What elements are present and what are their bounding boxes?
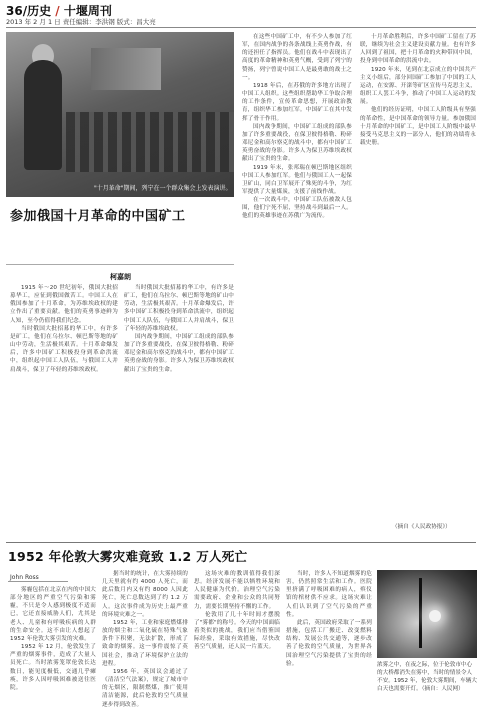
london-fog-photo	[377, 570, 477, 658]
title-separator: /	[55, 4, 60, 18]
photo-speaker	[24, 60, 62, 170]
paragraph: 据当时的统计，在大雾持续的几天里就有约 4000 人死亡，而此后数月内又有约 8000 人因此死亡，死亡总数达到了约 1.2 万人。这次事件成为历史上最严重的环境灾难之一。	[102, 571, 188, 618]
paragraph: 1915 年～20 世纪初年，俄国大批招募华工，应征到俄国做苦工。中国工人在俄国参加了十月革命，为苏维埃政权的建立作出了重要贡献。他们的英勇事迹鲜为人知，至今仍值得我们纪念。	[10, 285, 118, 324]
lenin-speech-photo	[6, 32, 234, 197]
publication-name: 十堰周刊	[63, 4, 112, 18]
header-rule	[6, 27, 476, 28]
photo-lamp-post	[419, 578, 422, 648]
article2-column-2	[102, 570, 188, 708]
paragraph: 伦敦用了几十年时间才摆脱了"雾都"的称号。今天的中国面临着类似的挑战，我们应当借鉴国际经验，采取有效措施，尽快改善空气质量，还人民一片蓝天。	[194, 611, 280, 651]
paragraph: 此后，英国政府采取了一系列措施，包括工厂搬迁、改变燃料结构、发展公共交通等，逐步改善了伦敦的空气质量，为世界各国治理空气污染提供了宝贵的经验。	[286, 619, 372, 667]
paragraph: 这场灾难的教训值得我们深思。经济发展不能以牺牲环境和人民健康为代价。治理空气污染需要政府、企业和公众的共同努力，需要长期坚持不懈的工作。	[194, 571, 280, 610]
paragraph: 他们的经历证明，中国工人阶级具有坚强的革命性，是中国革命的领导力量。参加俄国十月革命的中国矿工，是中国工人阶级中最早接受马克思主义的一部分人，他们的功绩将永载史册。	[360, 107, 476, 147]
article1-column-4	[360, 33, 476, 503]
photo-lamp-light	[429, 610, 441, 622]
section-number: 36/历史	[6, 4, 52, 18]
article2-column-3	[194, 570, 280, 700]
paragraph: 当时俄国大批招募的华工中，有许多是矿工，他们在乌拉尔、顿巴斯等地的矿山中劳动，生活极其艰苦。十月革命爆发后，许多中国矿工积极投身到革命洪流中，组织起中国工人队伍，与俄国工人并肩战斗，保卫了年轻的苏维埃政权。	[124, 285, 234, 332]
paragraph: 1956 年，英国议会通过了《清洁空气法案》，规定了城市中的无烟区，限制燃煤，推广使用清洁能源，此后伦敦的空气质量逐步得到改善。	[102, 668, 188, 708]
article1-source: （摘自《人民政协报》）	[392, 524, 451, 530]
paragraph: 1952 年 12 月，伦敦发生了严重的烟雾事件，造成了大量人员死亡。当时浓雾笼罩伦敦长达数日，能见度极低，交通几乎瘫痪，许多人因呼吸困难被送往医院。	[10, 644, 96, 691]
paragraph: 国内战争期间，中国矿工组成的部队参加了许多重要战役，在保卫彼得格勒、粉碎邓尼金和高尔察克的战斗中，都有中国矿工英勇奋战的身影。许多人为保卫苏维埃政权献出了宝贵的生命。	[124, 333, 234, 373]
article1-column-3	[242, 33, 352, 536]
article2-author: John Ross	[10, 574, 39, 581]
article1-headline: 参加俄国十月革命的中国矿工	[10, 209, 186, 224]
photo-crowd	[66, 112, 234, 172]
paragraph: 1919 年末，张邦瑞在顿巴斯地区组织中国工人参加红军。他们与俄国工人一起保卫矿山，同白卫军展开了殊死的斗争，为红军提供了大量煤炭，支援了前线作战。	[242, 164, 352, 195]
paragraph: 1920 年末，见到在北京成立的中国共产主义小组后，部分回国矿工参加了中国的工人运动，在安源、开滦等矿区宣传马克思主义，组织工人罢工斗争，推动了中国工人运动的发展。	[360, 66, 476, 106]
author-rule	[8, 581, 68, 582]
paragraph: 雾霾包括在北京在内的中国大部分地区的严重空气污染和雾霾，不只是令人感到极度不适而已，它还直接威胁人们，尤其是老人、儿童和有呼吸疾病的人群的生命安全。这不由让人想起了 1952 年伦敦大雾引发的灾难。	[10, 587, 96, 642]
paragraph: 十月革命胜利后，许多中国矿工留在了苏联，继续为社会主义建设贡献力量。也有许多人回到了祖国，把十月革命的火种带回中国，投身到中国革命的洪流中去。	[360, 34, 476, 65]
photo-caption: "十月革命"期间，列宁在一个群众集会上发表演讲。	[94, 185, 232, 192]
paragraph: 在这些中国矿工中，有不少人参加了红军，在国内战争的各条战线上英勇作战，有的还担任了指挥员。他们在战斗中表现出了高度的革命精神和英勇气概，受到了列宁的赞扬，列宁曾说中国工人是最勇敢的战士之一。	[242, 34, 352, 81]
article2-headline: 1952 年伦敦大雾灾难竟致 1.2 万人死亡	[8, 549, 248, 564]
paragraph: 1952 年，工业和家庭燃煤排放的烟尘和二氧化硫在特殊气象条件下积聚，无法扩散，形成了致命的烟雾。这一事件震惊了英国社会，推动了环境保护立法的进程。	[102, 619, 188, 667]
article1-column-1	[10, 284, 118, 536]
article2-column-4	[286, 570, 372, 700]
paragraph: 1918 年后，在苏俄的许多地方出现了中国工人组织。这些组织帮助华工争取合理的工作条件，宣传革命思想，开展政治教育，组织华工参加红军。中国矿工在其中发挥了骨干作用。	[242, 82, 352, 122]
paragraph: 当时，许多人不知道烟雾的危害，仍然照常生活和工作。医院里挤满了呼吸困难的病人，殡仪馆的棺材供不应求。这场灾难让人们认识到了空气污染的严重性。	[286, 571, 372, 618]
paragraph: 当时俄国大批招募的华工中，有许多是矿工，他们在乌拉尔、顿巴斯等地的矿山中劳动，生活极其艰苦。十月革命爆发后，许多中国矿工积极投身到革命洪流中，组织起中国工人队伍，与俄国工人并肩战斗，保卫了年轻的苏维埃政权。	[10, 325, 118, 373]
headline-rule	[6, 264, 234, 265]
article2-column-1	[10, 586, 96, 700]
paragraph: 国内战争期间，中国矿工组成的部队参加了许多重要战役，在保卫彼得格勒、粉碎邓尼金和高尔察克的战斗中，都有中国矿工英勇奋战的身影。许多人为保卫苏维埃政权献出了宝贵的生命。	[242, 123, 352, 163]
photo-banner	[91, 48, 161, 90]
page-header	[0, 0, 482, 30]
issue-info: 2013 年 2 月 1 日 责任编辑：李洪钢 版式：昌大亮	[6, 18, 156, 26]
article-divider	[6, 542, 476, 543]
paragraph: 在一次战斗中，中国矿工队伍被敌人包围，他们宁死不屈，坚持战斗到最后一人。他们的英雄事迹在苏俄广为流传。	[242, 197, 352, 220]
article1-column-2	[124, 284, 234, 536]
article1-author: 柯嘉朗	[110, 273, 131, 281]
photo2-caption: 浓雾之中，在夜之际，位于伦敦市中心的大桥都消失在雾中，当时的情景令人不安。1952 年，伦敦大雾期间，车辆大白天也需要开灯。（摘自：人民网）	[377, 662, 477, 692]
